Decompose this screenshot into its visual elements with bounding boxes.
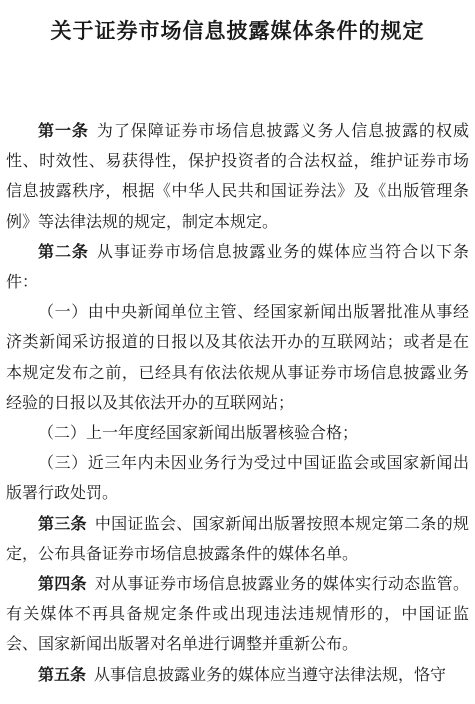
article-2-item-1: （一）由中央新闻单位主管、经国家新闻出版署批准从事经济类新闻采访报道的日报以及其依法开办的互联网站；或者是在本规定发布之前，已经具有依法依规从事证券市场信息披露业务经验的日报以及其依法开办的互联网站； [6, 302, 469, 412]
article-5 [6, 660, 469, 690]
article-1 [6, 116, 469, 237]
article-2 [6, 237, 469, 297]
article-text: 中国证监会、国家新闻出版署按照本规定第二条的规定，公布具备证券市场信息披露条件的媒体名单。 [6, 513, 469, 563]
article-text: 从事证券市场信息披露业务的媒体应当符合以下条件： [6, 241, 469, 292]
article-label: 第二条 [38, 241, 89, 261]
article-4 [6, 569, 469, 660]
article-label: 第一条 [38, 121, 89, 140]
article-text: 为了保障证券市场信息披露义务人信息披露的权威性、时效性、易获得性，保护投资者的合法权益，维护证券市场信息披露秩序，根据《中华人民共和国证券法》及《出版管理条例》等法律法规的规定，制定本规定。 [6, 121, 469, 231]
article-label: 第三条 [38, 513, 87, 533]
article-3 [6, 509, 469, 569]
article-2-item-2: （二）上一年度经国家新闻出版署核验合格； [38, 423, 359, 443]
article-text: 从事信息披露业务的媒体应当遵守法律法规，恪守 [94, 664, 447, 684]
document-body [6, 116, 469, 690]
article-2-item-3: （三）近三年内未因业务行为受过中国证监会或国家新闻出版署行政处罚。 [6, 453, 469, 503]
article-label: 第五条 [38, 664, 87, 684]
article-label: 第四条 [38, 574, 87, 594]
article-text: 对从事证券市场信息披露业务的媒体实行动态监管。有关媒体不再具备规定条件或出现违法违规情形的，中国证监会、国家新闻出版署对名单进行调整并重新公布。 [6, 574, 469, 654]
document-title: 关于证券市场信息披露媒体条件的规定 [50, 18, 425, 43]
